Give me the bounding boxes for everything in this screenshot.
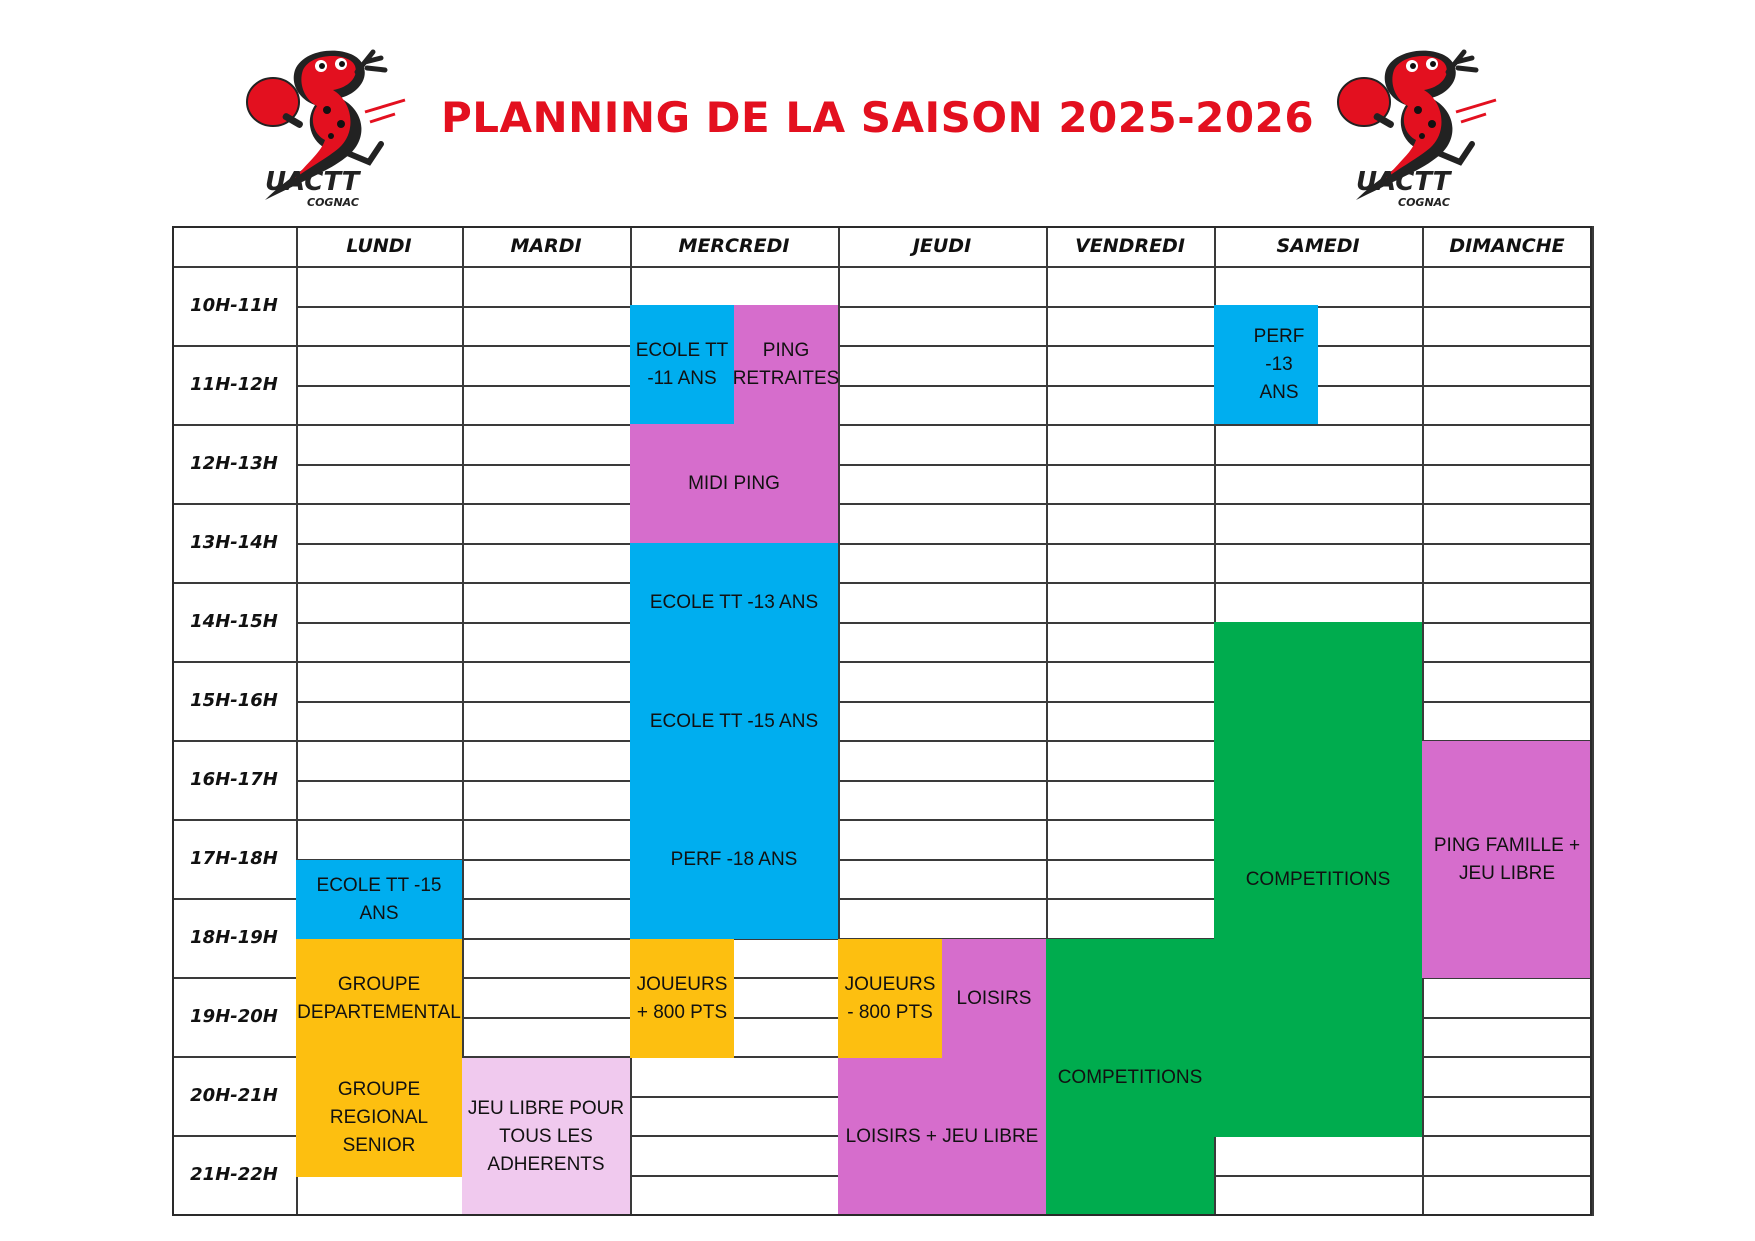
- grid-line: [296, 345, 1592, 347]
- session-perf-18-ans: PERF -18 ANS: [630, 781, 838, 939]
- session-ping-retraites: PING RETRAITES: [734, 305, 838, 424]
- day-header-mercredi: MERCREDI: [678, 235, 790, 257]
- session-samedi-competitions: COMPETITIONS: [1214, 622, 1422, 1137]
- page-title: PLANNING DE LA SAISON 2025-2026: [440, 93, 1315, 142]
- grid-line: [296, 582, 1592, 584]
- grid-line: [296, 424, 1592, 426]
- svg-text:COGNAC: COGNAC: [307, 196, 359, 209]
- session-groupe-departemental: GROUPE DEPARTEMENTAL: [296, 939, 462, 1058]
- time-label: 13H-14H: [190, 532, 278, 553]
- day-header-dimanche: DIMANCHE: [1449, 235, 1565, 257]
- grid-line: [1422, 226, 1424, 1216]
- grid-line: [172, 1214, 296, 1216]
- session-ecole-tt-15-ans: ECOLE TT -15 ANS: [630, 662, 838, 781]
- time-label: 21H-22H: [190, 1164, 278, 1185]
- grid-line: [296, 464, 1592, 466]
- time-label: 16H-17H: [190, 769, 278, 790]
- grid-line: [296, 543, 1592, 545]
- svg-text:COGNAC: COGNAC: [1398, 196, 1450, 209]
- session-ecole-tt-13-ans: ECOLE TT -13 ANS: [630, 543, 838, 662]
- session-jeu-libre-adherents: JEU LIBRE POUR TOUS LES ADHERENTS: [462, 1058, 630, 1216]
- day-header-lundi: LUNDI: [346, 235, 412, 257]
- time-label: 15H-16H: [190, 690, 278, 711]
- time-label: 20H-21H: [190, 1085, 278, 1106]
- session-joueurs-plus-800: JOUEURS + 800 PTS: [630, 939, 734, 1058]
- session-perf-13-ans: PERF -13 ANS: [1214, 305, 1318, 424]
- time-label: 11H-12H: [190, 374, 278, 395]
- session-midi-ping: MIDI PING: [630, 424, 838, 543]
- session-ecole-tt-11-ans: ECOLE TT -11 ANS: [630, 305, 734, 424]
- day-header-samedi: SAMEDI: [1276, 235, 1360, 257]
- time-label: 17H-18H: [190, 848, 278, 869]
- grid-line: [296, 503, 1592, 505]
- grid-line: [296, 385, 1592, 387]
- grid-line: [296, 306, 1592, 308]
- session-ping-famille: PING FAMILLE + JEU LIBRE: [1422, 741, 1592, 978]
- time-label: 12H-13H: [190, 453, 278, 474]
- svg-text:UACTT: UACTT: [1356, 167, 1451, 197]
- day-header-mardi: MARDI: [510, 235, 582, 257]
- time-label: 10H-11H: [190, 295, 278, 316]
- session-groupe-regional-senior: GROUPE REGIONAL SENIOR: [296, 1058, 462, 1177]
- session-loisirs: LOISIRS: [942, 939, 1046, 1058]
- day-header-jeudi: JEUDI: [912, 235, 972, 257]
- time-label: 14H-15H: [190, 611, 278, 632]
- session-joueurs-moins-800: JOUEURS - 800 PTS: [838, 939, 942, 1058]
- session-lundi-ecole-tt-15-ans: ECOLE TT -15 ANS: [296, 860, 462, 939]
- time-label: 18H-19H: [190, 927, 278, 948]
- svg-text:UACTT: UACTT: [265, 167, 360, 197]
- day-header-vendredi: VENDREDI: [1075, 235, 1185, 257]
- time-label: 19H-20H: [190, 1006, 278, 1027]
- grid-line: [1592, 226, 1594, 1216]
- grid-line: [172, 266, 1592, 268]
- session-loisirs-jeu-libre: LOISIRS + JEU LIBRE: [838, 1058, 1046, 1216]
- session-vendredi-competitions: COMPETITIONS: [1046, 939, 1214, 1216]
